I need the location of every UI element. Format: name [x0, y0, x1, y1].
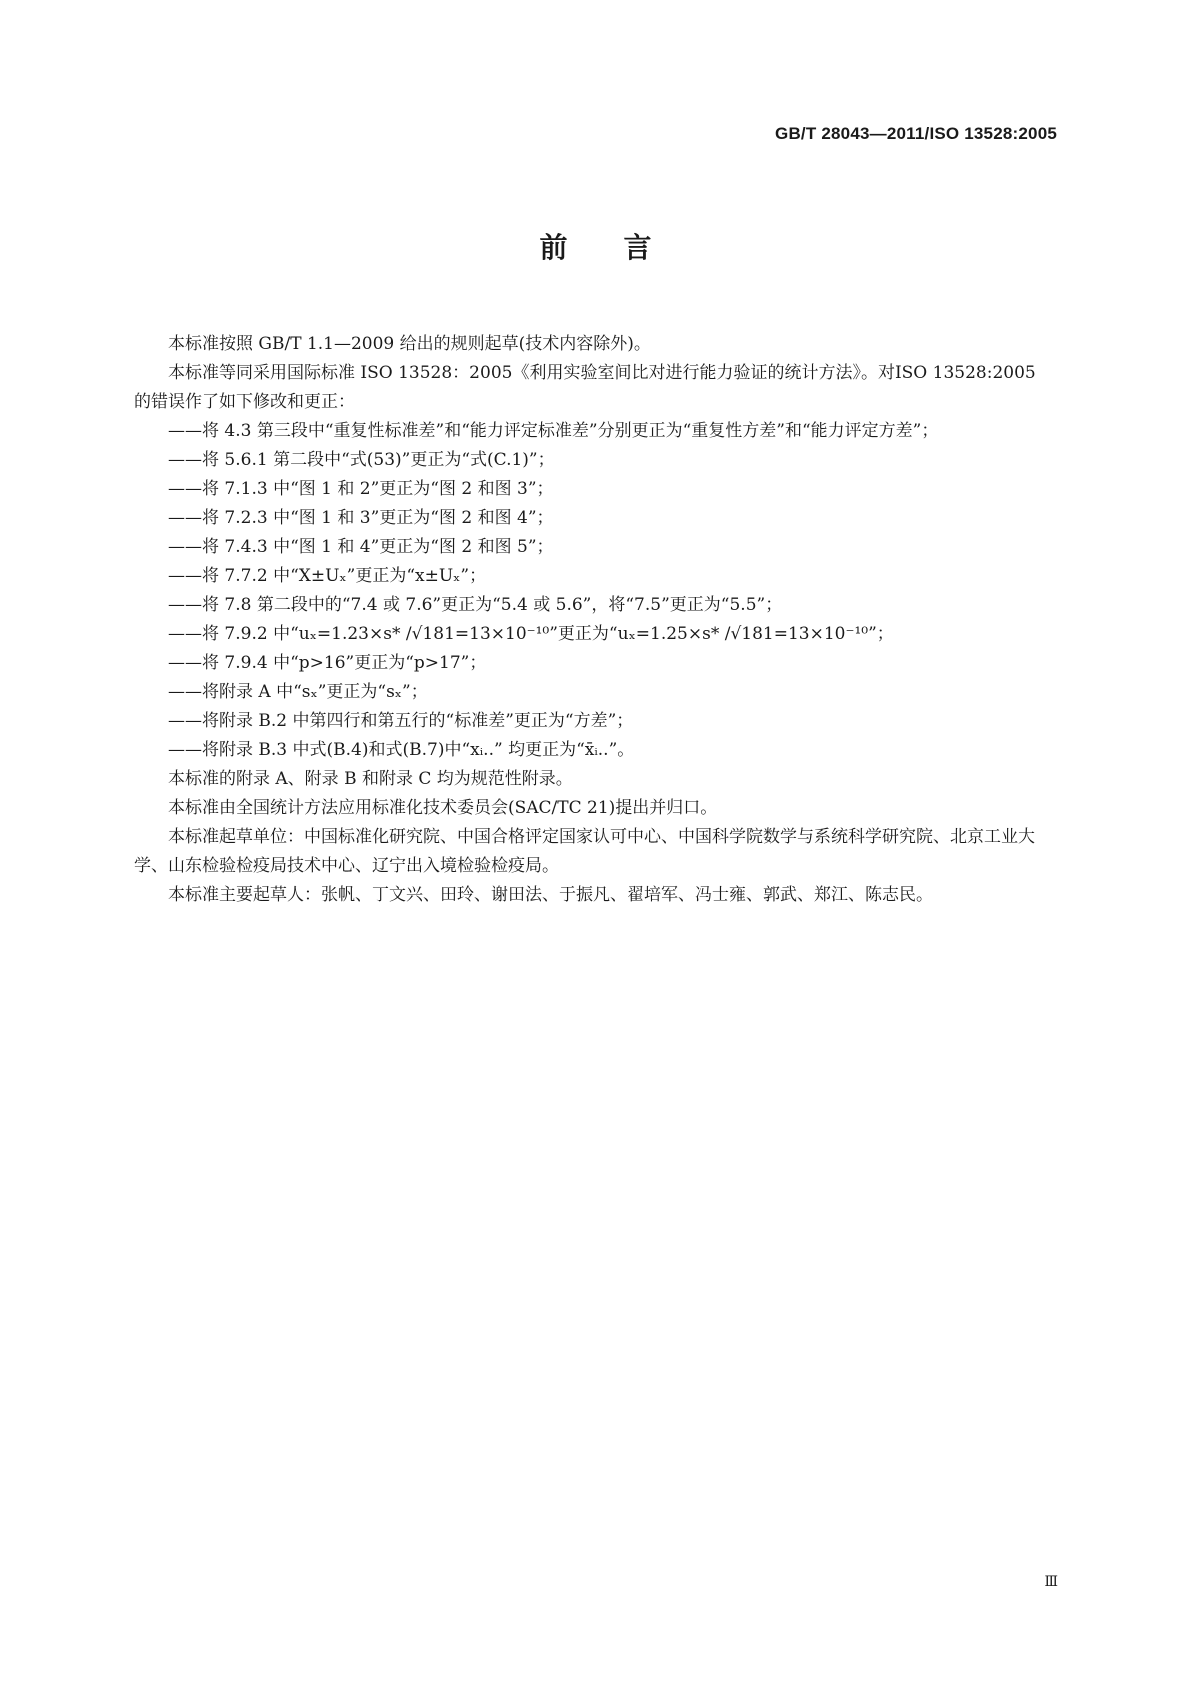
page-number: Ⅲ — [1044, 1574, 1057, 1590]
paragraph-committee: 本标准由全国统计方法应用标准化技术委员会(SAC/TC 21)提出并归口。 — [168, 798, 718, 818]
correction-item: ——将 7.4.3 中“图 1 和 4”更正为“图 2 和图 5”； — [168, 537, 554, 557]
paragraph-drafting-rule: 本标准按照 GB/T 1.1—2009 给出的规则起草(技术内容除外)。 — [168, 334, 651, 354]
correction-item: ——将 7.9.4 中“p>16”更正为“p>17”； — [168, 653, 487, 673]
paragraph-drafters: 本标准主要起草人：张帆、丁文兴、田玲、谢田法、于振凡、翟培军、冯士雍、郭武、郑江、陈志民。 — [168, 885, 933, 905]
paragraph-adoption: 本标准等同采用国际标准 ISO 13528：2005《利用实验室间比对进行能力验证的统计方法》。对ISO 13528:2005 的错误作了如下修改和更正： — [134, 363, 1036, 412]
correction-item: ——将 7.1.3 中“图 1 和 2”更正为“图 2 和图 3”； — [168, 479, 554, 499]
paragraph-drafting-units: 本标准起草单位：中国标准化研究院、中国合格评定国家认可中心、中国科学院数学与系统科学研究院、北京工业大学、山东检验检疫局技术中心、辽宁出入境检验检疫局。 — [134, 827, 1035, 876]
paragraph-annexes: 本标准的附录 A、附录 B 和附录 C 均为规范性附录。 — [168, 769, 573, 789]
correction-item: ——将 7.2.3 中“图 1 和 3”更正为“图 2 和图 4”； — [168, 508, 554, 528]
title-part-2: 言 — [623, 231, 652, 264]
title-part-1: 前 — [539, 231, 568, 264]
correction-item: ——将 7.8 第二段中的“7.4 或 7.6”更正为“5.4 或 5.6”，将“7.5”更正为“5.5”； — [168, 595, 783, 615]
correction-item: ——将附录 B.3 中式(B.4)和式(B.7)中“xᵢ..” 均更正为“x̄ᵢ..”。 — [168, 740, 635, 760]
correction-item: ——将 5.6.1 第二段中“式(53)”更正为“式(C.1)”； — [168, 450, 555, 470]
standard-code-header: GB/T 28043—2011/ISO 13528:2005 — [775, 124, 1057, 143]
correction-item: ——将 4.3 第三段中“重复性标准差”和“能力评定标准差”分别更正为“重复性方差”和“能力评定方差”； — [168, 421, 939, 441]
correction-item: ——将附录 A 中“sₓ”更正为“sₓ”； — [168, 682, 428, 702]
correction-item: ——将附录 B.2 中第四行和第五行的“标准差”更正为“方差”； — [168, 711, 634, 731]
correction-item: ——将 7.9.2 中“uₓ=1.23×s* /√181=13×10⁻¹⁰”更正为“uₓ=1.25×s* /√181=13×10⁻¹⁰”； — [168, 624, 894, 644]
foreword-body — [134, 330, 1058, 910]
correction-item: ——将 7.7.2 中“X±Uₓ”更正为“x±Uₓ”； — [168, 566, 487, 586]
page-title — [0, 226, 1191, 266]
